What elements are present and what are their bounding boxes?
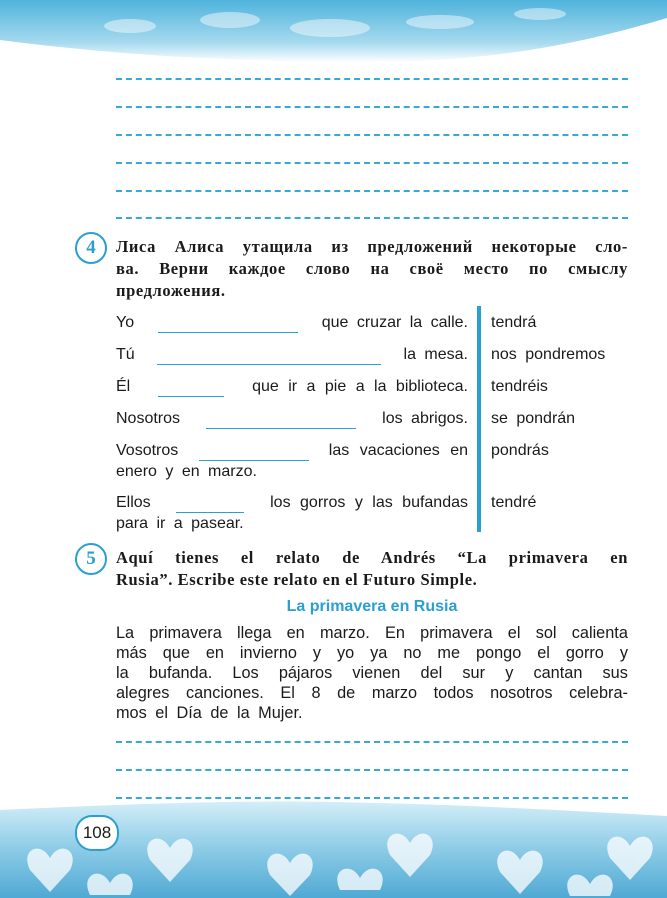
answer-blank[interactable]	[176, 496, 244, 513]
story-line: mos el Día de la Mujer.	[116, 704, 303, 722]
story-word: primavera	[149, 624, 222, 642]
story-word: primavera	[420, 624, 493, 642]
sentence-start: Él	[116, 378, 131, 395]
sentence-continuation: para ir a pasear.	[116, 515, 244, 532]
exercise-5-instruction	[116, 547, 628, 591]
writing-line[interactable]	[116, 797, 628, 799]
sentence-start: Vosotros	[116, 442, 179, 459]
sentence-continuation: enero y en marzo.	[116, 463, 257, 480]
sentence-vosotros	[116, 440, 468, 482]
sentence-end: que ir a pie a la biblioteca.	[252, 378, 468, 395]
exercise-4-instruction	[116, 236, 628, 302]
instruction-line: Rusia”. Escribe este relato en el Futuro Simple.	[116, 570, 478, 589]
story-word: y	[505, 664, 514, 682]
sentence-el	[116, 376, 468, 397]
instruction-line: ва. Верни каждое слово на своё место по смыслу	[116, 259, 628, 278]
story-word: celebra-	[569, 684, 628, 702]
story-word: y	[619, 644, 628, 662]
story-word: Los	[232, 664, 259, 682]
story-word: vienen	[352, 664, 401, 682]
story-word: En	[384, 624, 405, 642]
story-word: de	[337, 684, 356, 702]
sentence-end: la mesa.	[403, 346, 468, 363]
story-word: y	[312, 644, 322, 662]
story-word: en	[286, 624, 305, 642]
story-word: en	[205, 644, 224, 662]
writing-line[interactable]	[116, 190, 628, 192]
story-word: invierno	[239, 644, 297, 662]
word-option: pondrás	[491, 442, 549, 459]
instruction-line: Aquí tienes el relato de Andrés “La primavera en	[116, 548, 628, 567]
writing-line[interactable]	[116, 217, 628, 219]
story-word: bufanda.	[148, 664, 213, 682]
sentence-nosotros	[116, 408, 468, 429]
answer-blank[interactable]	[158, 316, 298, 333]
story-word: nosotros	[490, 684, 553, 702]
sentence-end: las vacaciones en	[328, 442, 468, 459]
story-word: El	[280, 684, 295, 702]
word-option: tendrá	[491, 314, 537, 331]
word-option: tendréis	[491, 378, 548, 395]
writing-line[interactable]	[116, 741, 628, 743]
story-line	[116, 643, 628, 663]
story-word: me	[437, 644, 461, 662]
writing-line[interactable]	[116, 78, 628, 80]
story-word: ya	[370, 644, 388, 662]
writing-line[interactable]	[116, 106, 628, 108]
story-word: del	[420, 664, 443, 682]
exercise-4-number: 4	[75, 232, 107, 264]
exercise-5-number: 5	[75, 543, 107, 575]
story-word: cantan	[533, 664, 583, 682]
sentence-end: los abrigos.	[382, 410, 468, 427]
sentence-yo	[116, 312, 468, 333]
story-word: pájaros	[278, 664, 333, 682]
story-word: sus	[602, 664, 628, 682]
story-word: el	[537, 644, 550, 662]
story-title: La primavera en Rusia	[286, 598, 458, 615]
writing-line[interactable]	[116, 769, 628, 771]
sentence-end: que cruzar la calle.	[321, 314, 468, 331]
story-word: sol	[535, 624, 557, 642]
story-word: todos	[433, 684, 474, 702]
instruction-line: Лиса Алиса утащила из предложений некоторые сло-	[116, 237, 628, 256]
story-word: alegres	[116, 684, 170, 702]
story-line	[116, 683, 628, 703]
story-word: pongo	[475, 644, 522, 662]
story-word: gorro	[565, 644, 604, 662]
top-decorative-band	[0, 0, 667, 62]
sentence-end: los gorros y las bufandas	[270, 494, 468, 511]
word-option: tendré	[491, 494, 537, 511]
sentence-start: Nosotros	[116, 410, 181, 427]
story-word: no	[403, 644, 422, 662]
sentence-start: Tú	[116, 346, 135, 363]
sentence-tu	[116, 344, 468, 365]
story-word: La	[116, 624, 135, 642]
word-option: nos pondremos	[491, 346, 606, 363]
column-divider	[477, 306, 481, 532]
story-word: la	[116, 664, 129, 682]
answer-blank[interactable]	[206, 412, 356, 429]
story-word: más	[116, 644, 147, 662]
story-word: llega	[236, 624, 272, 642]
writing-line[interactable]	[116, 134, 628, 136]
answer-blank[interactable]	[157, 348, 381, 365]
story-word: que	[162, 644, 190, 662]
word-option: se pondrán	[491, 410, 576, 427]
story-word: yo	[337, 644, 355, 662]
story-word: canciones.	[185, 684, 264, 702]
story-word: 8	[311, 684, 321, 702]
sentence-start: Ellos	[116, 494, 151, 511]
story-word: marzo.	[319, 624, 370, 642]
story-line	[116, 623, 628, 643]
story-word: calienta	[571, 624, 628, 642]
story-word: sur	[462, 664, 486, 682]
story-line	[116, 663, 628, 683]
sentence-ellos	[116, 492, 468, 534]
story-word: marzo	[371, 684, 418, 702]
instruction-line: предложения.	[116, 281, 226, 300]
sentence-start: Yo	[116, 314, 135, 331]
page-number: 108	[75, 815, 119, 851]
answer-blank[interactable]	[199, 444, 309, 461]
answer-blank[interactable]	[158, 380, 224, 397]
writing-line[interactable]	[116, 162, 628, 164]
story-word: el	[507, 624, 521, 642]
